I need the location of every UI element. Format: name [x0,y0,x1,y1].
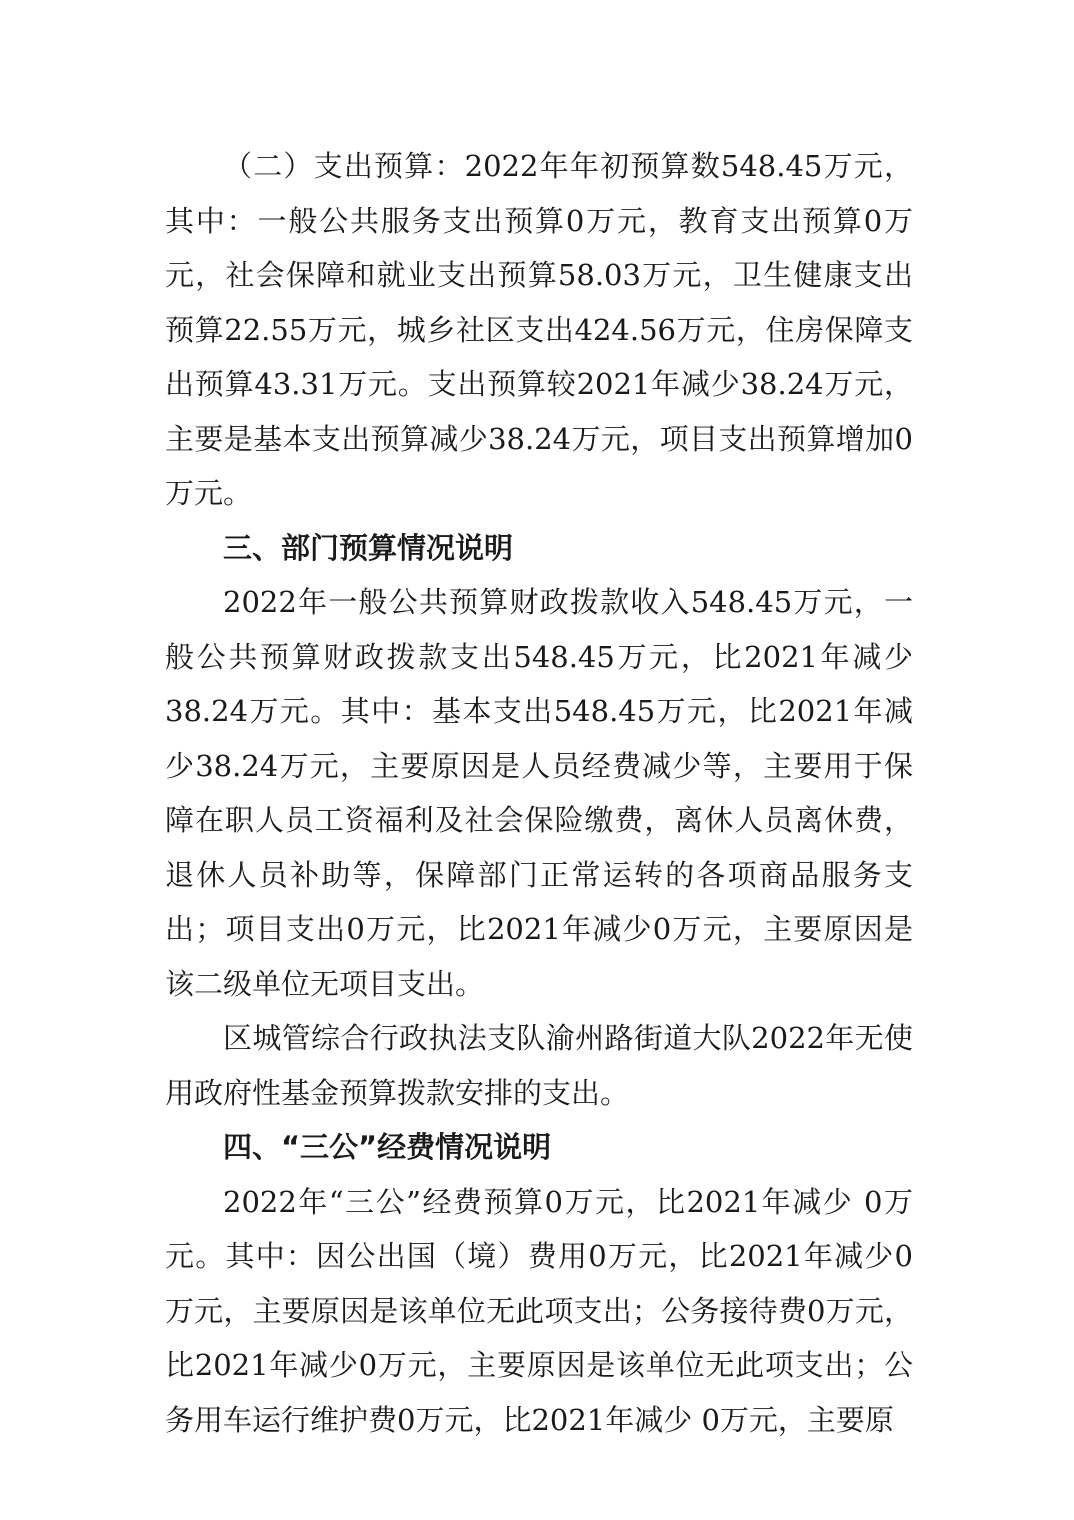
paragraph-general-public-budget: 2022年一般公共预算财政拨款收入548.45万元，一般公共预算财政拨款支出548.45万元，比2021年减少38.24万元。其中：基本支出548.45万元，比2021年减少38.24万元，主要原因是人员经费减少等，主要用于保障在职人员工资福利及社会保险缴费，离休人员离休费，退休人员补助等，保障部门正常运转的各项商品服务支出；项目支出0万元，比2021年减少0万元，主要原因是该二级单位无项目支出。 [165,585,913,1001]
paragraph-government-fund-budget: 区城管综合行政执法支队渝州路街道大队2022年无使用政府性基金预算拨款安排的支出。 [165,1021,913,1110]
document-body [165,139,913,1447]
section-heading-department-budget: 三、部门预算情况说明 [223,530,514,565]
paragraph-expenditure-budget: （二）支出预算：2022年年初预算数548.45万元，其中：一般公共服务支出预算0万元，教育支出预算0万元，社会保障和就业支出预算58.03万元，卫生健康支出预算22.55万元，城乡社区支出424.56万元，住房保障支出预算43.31万元。支出预算较2021年减少38.24万元，主要是基本支出预算减少38.24万元，项目支出预算增加0万元。 [165,149,913,510]
section-heading-three-public-expenses: 四、“三公”经费情况说明 [223,1130,552,1164]
paragraph-three-public-expenses: 2022年“三公”经费预算0万元，比2021年减少 0万元。其中：因公出国（境）费用0万元，比2021年减少0万元，主要原因是该单位无此项支出；公务接待费0万元，比2021年减少0万元，主要原因是该单位无此项支出；公务用车运行维护费0万元，比2021年减少 0万元，主要原 [165,1184,913,1437]
